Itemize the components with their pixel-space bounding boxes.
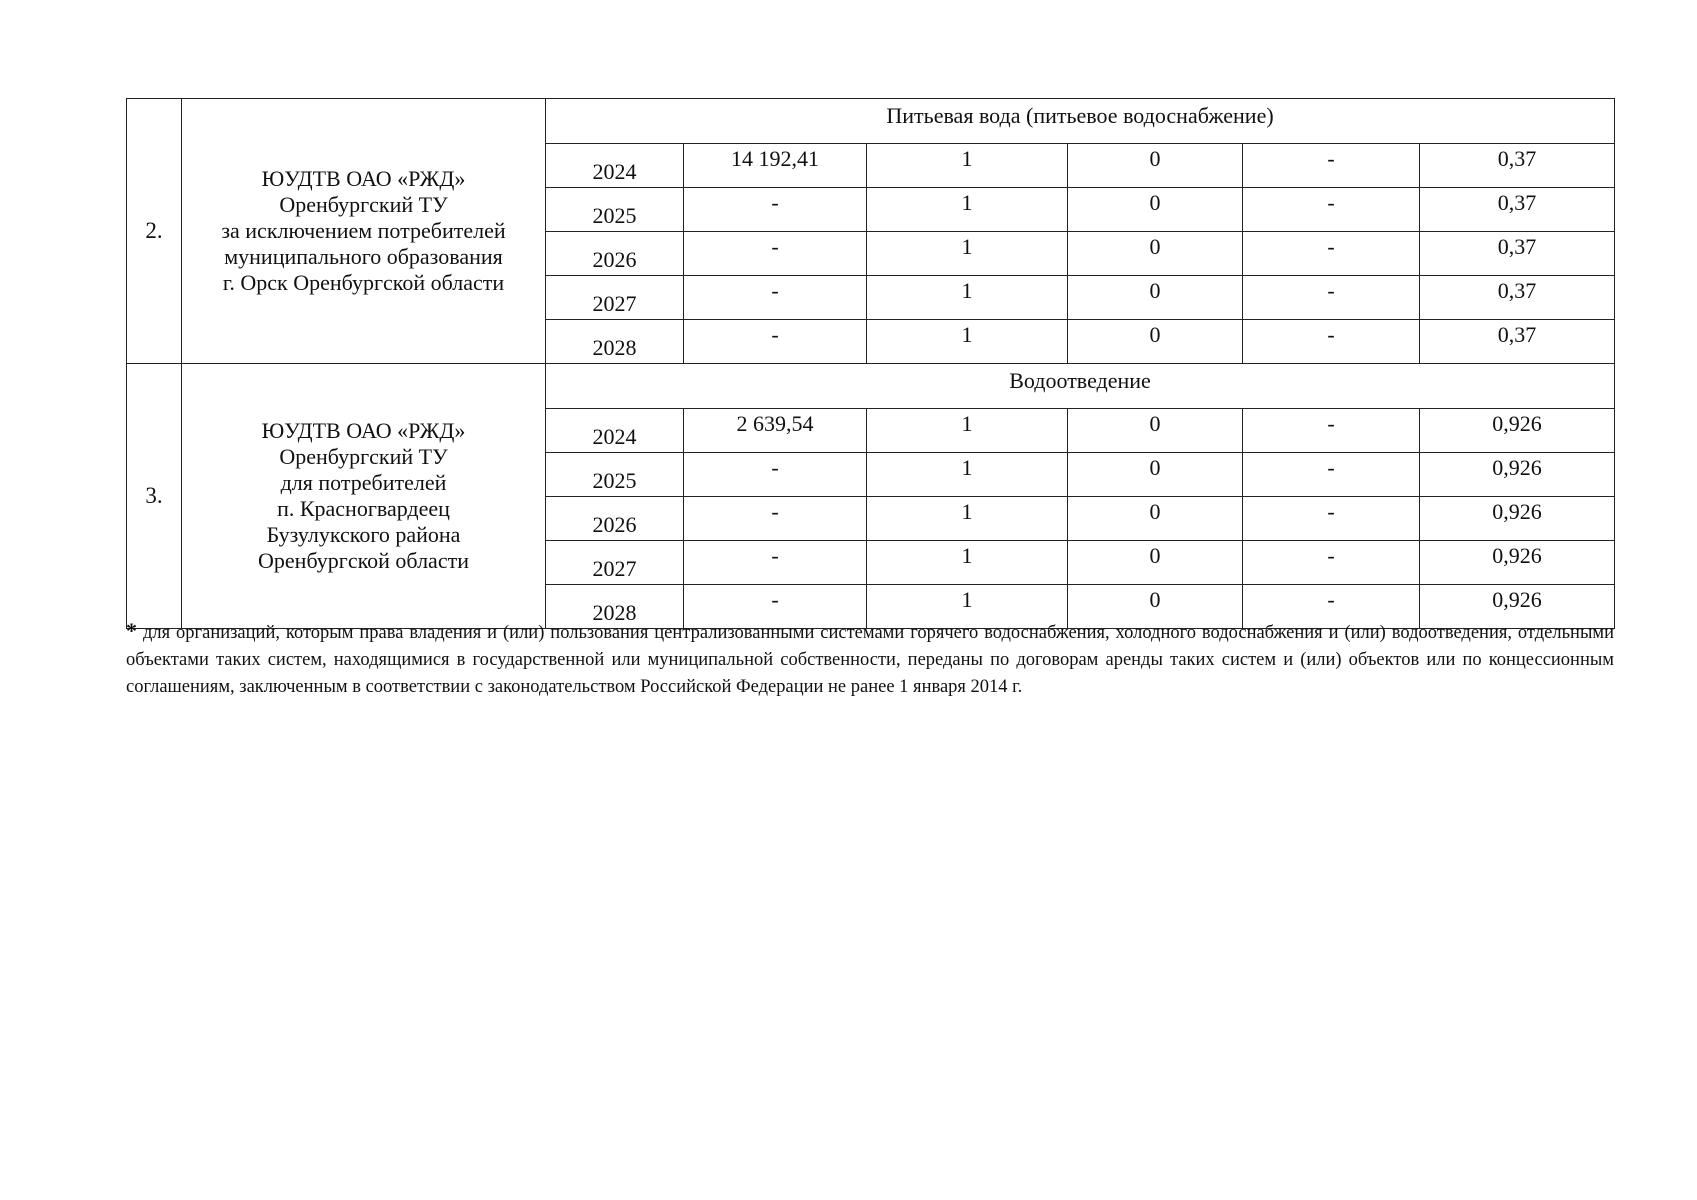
value-cell: - bbox=[1243, 453, 1420, 497]
section-header-row bbox=[127, 364, 1615, 409]
footnote-marker: * bbox=[126, 618, 137, 643]
value-cell: - bbox=[1243, 497, 1420, 541]
value-cell: - bbox=[1243, 276, 1420, 320]
value-cell: 0,37 bbox=[1420, 320, 1615, 364]
value-cell: - bbox=[1243, 188, 1420, 232]
year-cell: 2026 bbox=[546, 497, 684, 541]
row-number: 2. bbox=[127, 99, 182, 364]
value-cell: - bbox=[1243, 585, 1420, 629]
footnote bbox=[126, 617, 1614, 701]
value-cell: 1 bbox=[867, 409, 1068, 453]
value-cell: - bbox=[1243, 541, 1420, 585]
value-cell: 2 639,54 bbox=[684, 409, 867, 453]
value-cell: 0 bbox=[1068, 541, 1243, 585]
row-number: 3. bbox=[127, 364, 182, 629]
year-cell: 2024 bbox=[546, 144, 684, 188]
value-cell: - bbox=[684, 497, 867, 541]
organization-line: муниципального образования bbox=[224, 244, 503, 269]
organization-line: Оренбургский ТУ bbox=[279, 444, 448, 469]
value-cell: 1 bbox=[867, 232, 1068, 276]
value-cell: 0 bbox=[1068, 320, 1243, 364]
value-cell: 0,926 bbox=[1420, 409, 1615, 453]
value-cell: 1 bbox=[867, 320, 1068, 364]
value-cell: - bbox=[684, 232, 867, 276]
organization-line: Оренбургской области bbox=[258, 548, 469, 573]
value-cell: 0 bbox=[1068, 409, 1243, 453]
year-cell: 2026 bbox=[546, 232, 684, 276]
year-cell: 2028 bbox=[546, 585, 684, 629]
value-cell: - bbox=[684, 585, 867, 629]
value-cell: 14 192,41 bbox=[684, 144, 867, 188]
year-cell: 2024 bbox=[546, 409, 684, 453]
footnote-text: для организаций, которым права владения и (или) пользования централизованными системами горячего водоснабжения, холодного водоснабжения и (или) водоотведения, отдельными объектами таких систем, находящимися в государственной или муниципальной собственности, переданы по договорам аренды таких систем и (или) объектов или по концессионным соглашениям, заключенным в соответствии с законодательством Российской Федерации не ранее 1 января 2014 г. bbox=[126, 623, 1614, 697]
organization-cell bbox=[182, 99, 546, 364]
tariff-table bbox=[126, 98, 1615, 629]
organization-line: за исключением потребителей bbox=[221, 218, 506, 243]
value-cell: 0 bbox=[1068, 453, 1243, 497]
value-cell: - bbox=[1243, 409, 1420, 453]
value-cell: 0 bbox=[1068, 232, 1243, 276]
value-cell: 0,926 bbox=[1420, 585, 1615, 629]
value-cell: - bbox=[684, 320, 867, 364]
value-cell: - bbox=[684, 541, 867, 585]
value-cell: 1 bbox=[867, 541, 1068, 585]
year-cell: 2025 bbox=[546, 453, 684, 497]
value-cell: 0 bbox=[1068, 188, 1243, 232]
organization-line: для потребителей bbox=[280, 470, 447, 495]
value-cell: 0 bbox=[1068, 585, 1243, 629]
organization-line: г. Орск Оренбургской области bbox=[222, 270, 505, 295]
value-cell: 1 bbox=[867, 497, 1068, 541]
value-cell: - bbox=[1243, 144, 1420, 188]
value-cell: 1 bbox=[867, 188, 1068, 232]
value-cell: 0 bbox=[1068, 144, 1243, 188]
value-cell: - bbox=[1243, 232, 1420, 276]
value-cell: 0 bbox=[1068, 497, 1243, 541]
value-cell: 1 bbox=[867, 453, 1068, 497]
year-cell: 2028 bbox=[546, 320, 684, 364]
value-cell: - bbox=[684, 188, 867, 232]
year-cell: 2027 bbox=[546, 541, 684, 585]
value-cell: 0,926 bbox=[1420, 497, 1615, 541]
section-title: Питьевая вода (питьевое водоснабжение) bbox=[546, 99, 1615, 144]
section-title: Водоотведение bbox=[546, 364, 1615, 409]
section-header-row bbox=[127, 99, 1615, 144]
value-cell: - bbox=[1243, 320, 1420, 364]
value-cell: 0,926 bbox=[1420, 453, 1615, 497]
value-cell: 0,37 bbox=[1420, 276, 1615, 320]
value-cell: 0 bbox=[1068, 276, 1243, 320]
year-cell: 2027 bbox=[546, 276, 684, 320]
value-cell: 0,37 bbox=[1420, 144, 1615, 188]
organization-line: ЮУДТВ ОАО «РЖД» bbox=[261, 166, 466, 191]
value-cell: 0,37 bbox=[1420, 232, 1615, 276]
organization-line: ЮУДТВ ОАО «РЖД» bbox=[261, 418, 466, 443]
value-cell: 0,926 bbox=[1420, 541, 1615, 585]
value-cell: 1 bbox=[867, 276, 1068, 320]
organization-cell bbox=[182, 364, 546, 629]
year-cell: 2025 bbox=[546, 188, 684, 232]
organization-line: Оренбургский ТУ bbox=[279, 192, 448, 217]
organization-line: Бузулукского района bbox=[266, 522, 461, 547]
value-cell: 1 bbox=[867, 144, 1068, 188]
organization-line: п. Красногвардеец bbox=[277, 496, 450, 521]
value-cell: 1 bbox=[867, 585, 1068, 629]
value-cell: 0,37 bbox=[1420, 188, 1615, 232]
value-cell: - bbox=[684, 453, 867, 497]
value-cell: - bbox=[684, 276, 867, 320]
